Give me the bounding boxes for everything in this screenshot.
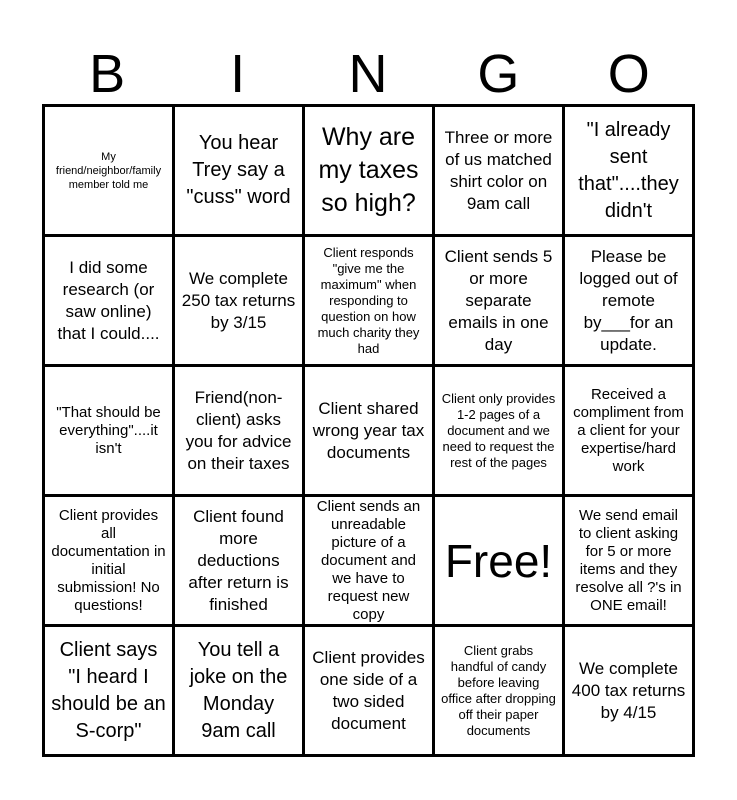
bingo-cell[interactable] [175,627,302,754]
bingo-cell[interactable] [175,367,302,494]
cell-text: Client provides all documentation in initial submission! No questions! [51,506,166,614]
cell-text: Why are my taxes so high? [318,123,419,217]
cell-text: "That should be everything"....it isn't [56,403,161,457]
cell-text: Received a compliment from a client for your expertise/hard work [573,385,684,475]
cell-text: Client only provides 1-2 pages of a document and we need to request the rest of the pages [441,390,556,470]
cell-text: Please be logged out of remote by___for an update. [579,246,678,354]
cell-text: Client sends 5 or more separate emails in one day [444,246,553,354]
bingo-cell[interactable] [435,107,562,234]
bingo-cell[interactable] [45,367,172,494]
bingo-cell[interactable] [435,237,562,364]
bingo-cell[interactable] [45,497,172,624]
bingo-cell[interactable] [305,367,432,494]
bingo-cell[interactable] [305,497,432,624]
cell-text: Client grabs handful of candy before leaving office after dropping off their paper documents [441,642,556,738]
bingo-header [42,44,694,104]
bingo-cell[interactable] [435,367,562,494]
header-letter-b: B [89,44,126,104]
bingo-cell[interactable] [45,627,172,754]
cell-text: Client provides one side of a two sided document [312,647,425,733]
bingo-cell[interactable] [435,627,562,754]
header-letter-g: G [477,44,520,104]
bingo-cell[interactable] [565,497,692,624]
cell-text: Client responds "give me the maximum" when responding to question on how much charity they had [317,244,420,356]
free-space-text: Free! [444,534,553,587]
cell-text: We send email to client asking for 5 or more items and they resolve all ?'s in ONE email! [575,506,682,614]
cell-text: You hear Trey say a "cuss" word [186,132,291,208]
header-letter-i: I [230,44,246,104]
bingo-cell[interactable] [565,367,692,494]
free-space-cell[interactable] [435,497,562,624]
cell-text: Client sends an unreadable picture of a document and we have to request new copy [316,497,421,623]
bingo-cell[interactable] [45,237,172,364]
cell-text: Client says "I heard I should be an S-corp" [51,638,166,742]
cell-text: Friend(non-client) asks you for advice on their taxes [185,387,292,473]
bingo-cell[interactable] [175,497,302,624]
cell-text: We complete 250 tax returns by 3/15 [181,268,296,332]
bingo-cell[interactable] [565,237,692,364]
cell-text: You tell a joke on the Monday 9am call [189,638,288,742]
header-letter-o: O [607,44,650,104]
cell-text: We complete 400 tax returns by 4/15 [571,658,686,722]
bingo-cell[interactable] [305,107,432,234]
bingo-cell[interactable] [45,107,172,234]
bingo-cell[interactable] [175,107,302,234]
cell-text: My friend/neighbor/family member told me [55,150,162,191]
cell-text: Client shared wrong year tax documents [312,398,425,462]
bingo-cell[interactable] [565,107,692,234]
bingo-cell[interactable] [305,627,432,754]
cell-text: Three or more of us matched shirt color on 9am call [444,127,553,213]
cell-text: I did some research (or saw online) that I could.... [57,257,160,343]
cell-text: "I already sent that"....they didn't [578,118,679,222]
bingo-cell[interactable] [565,627,692,754]
cell-text: Client found more deductions after return is finished [188,506,289,614]
bingo-cell[interactable] [305,237,432,364]
header-letter-n: N [348,44,388,104]
bingo-cell[interactable] [175,237,302,364]
bingo-board [42,104,695,757]
